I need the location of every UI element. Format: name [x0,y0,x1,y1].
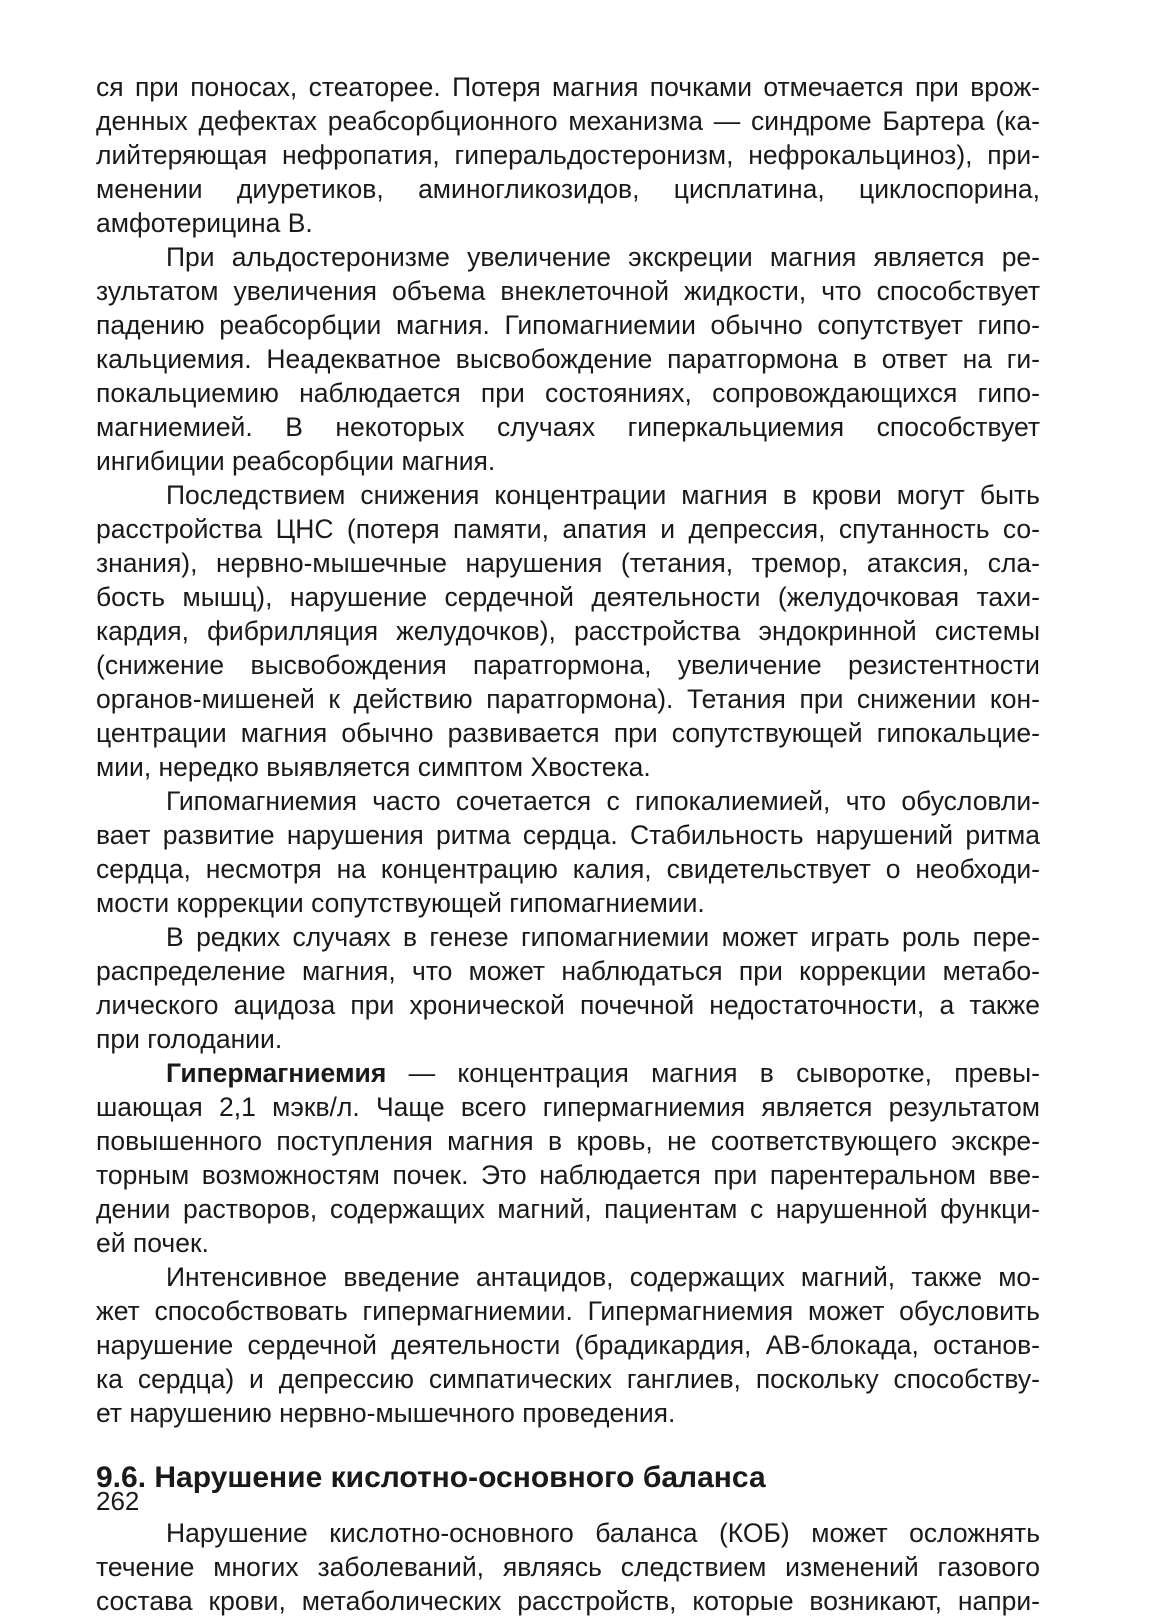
text-line: повышенного поступления магния в кровь, не соответствующего экскре- [96,1126,1040,1156]
text-line: ей почек. [96,1228,209,1258]
paragraph [96,70,1040,240]
text-line: расстройства ЦНС (потеря памяти, апатия и депрессия, спутанность со- [96,514,1040,544]
text-line: Интенсивное введение антацидов, содержащих магний, также мо- [166,1262,1040,1292]
text-line: менении диуретиков, аминогликозидов, цисплатина, циклоспорина, [96,174,1040,204]
text-line: состава крови, метаболических расстройств, которые возникают, напри- [96,1586,1040,1616]
text-line: лического ацидоза при хронической почечной недостаточности, а также [96,990,1040,1020]
paragraph [96,920,1040,1056]
text-line: органов-мишеней к действию паратгормона). Тетания при снижении кон- [96,684,1040,714]
text-line: лийтеряющая нефропатия, гиперальдостеронизм, нефрокальциноз), при- [96,140,1040,170]
text-line: бость мышц), нарушение сердечной деятельности (желудочковая тахи- [96,582,1040,612]
text-line: ся при поносах, стеаторее. Потеря магния почками отмечается при врож- [96,72,1040,102]
text-line: При альдостеронизме увеличение экскреции магния является ре- [166,242,1040,272]
text-line: Гипомагниемия часто сочетается с гипокалиемией, что обусловли- [166,786,1040,816]
text-line-rest: — концентрация магния в сыворотке, превы- [386,1058,1040,1088]
text-line: знания), нервно-мышечные нарушения (тетания, тремор, атаксия, сла- [96,548,1040,578]
text-line: нарушение сердечной деятельности (брадикардия, АВ-блокада, останов- [96,1330,1040,1360]
text-line: мии, нередко выявляется симптом Хвостека. [96,752,651,782]
paragraph [96,1056,1040,1260]
text-line: кальциемия. Неадекватное высвобождение паратгормона в ответ на ги- [96,344,1040,374]
text-line: падению реабсорбции магния. Гипомагниемии обычно сопутствует гипо- [96,310,1040,340]
text-line: ет нарушению нервно-мышечного проведения. [96,1398,676,1428]
text-line: шающая 2,1 мэкв/л. Чаще всего гипермагниемия является результатом [96,1092,1040,1122]
text-line: при голодании. [96,1024,283,1054]
text-line: мости коррекции сопутствующей гипомагниемии. [96,888,705,918]
paragraph [96,1516,1040,1618]
text-line: торным возможностям почек. Это наблюдается при парентеральном вве- [96,1160,1040,1190]
text-line: покальциемию наблюдается при состояниях, сопровождающихся гипо- [96,378,1040,408]
text-line: ка сердца) и депрессию симпатических ганглиев, поскольку способству- [96,1364,1040,1394]
text-line [96,1056,1040,1090]
text-line: кардия, фибрилляция желудочков), расстройства эндокринной системы [96,616,1040,646]
page-number: 262 [96,1486,140,1516]
text-line: ингибиции реабсорбции магния. [96,446,496,476]
text-line: вает развитие нарушения ритма сердца. Стабильность нарушений ритма [96,820,1040,850]
text-line: амфотерицина B. [96,208,313,238]
page-body [96,70,1040,1618]
text-line: магниемией. В некоторых случаях гиперкальциемия способствует [96,412,1040,442]
text-line: дении растворов, содержащих магний, пациентам с нарушенной функци- [96,1194,1040,1224]
text-line: распределение магния, что может наблюдаться при коррекции метабо- [96,956,1040,986]
text-line: сердца, несмотря на концентрацию калия, свидетельствует о необходи- [96,854,1040,884]
text-line: В редких случаях в генезе гипомагниемии может играть роль пере- [166,922,1040,952]
section-heading: 9.6. Нарушение кислотно-основного баланса [96,1461,766,1494]
text-line: денных дефектах реабсорбционного механизма — синдроме Бартера (ка- [96,106,1040,136]
paragraph [96,478,1040,784]
text-line: центрации магния обычно развивается при сопутствующей гипокальцие- [96,718,1040,748]
paragraph [96,784,1040,920]
text-line: зультатом увеличения объема внеклеточной жидкости, что способствует [96,276,1040,306]
text-line: Последствием снижения концентрации магния в крови могут быть [166,480,1040,510]
term-bold: Гипермагниемия [166,1058,387,1088]
text-line: течение многих заболеваний, являясь следствием изменений газового [96,1552,1040,1582]
paragraph [96,1260,1040,1430]
text-line: жет способствовать гипермагниемии. Гипермагниемия может обусловить [96,1296,1040,1326]
text-line: (снижение высвобождения паратгормона, увеличение резистентности [96,650,1040,680]
paragraph [96,240,1040,478]
text-line: Нарушение кислотно-основного баланса (КОБ) может осложнять [166,1518,1040,1548]
